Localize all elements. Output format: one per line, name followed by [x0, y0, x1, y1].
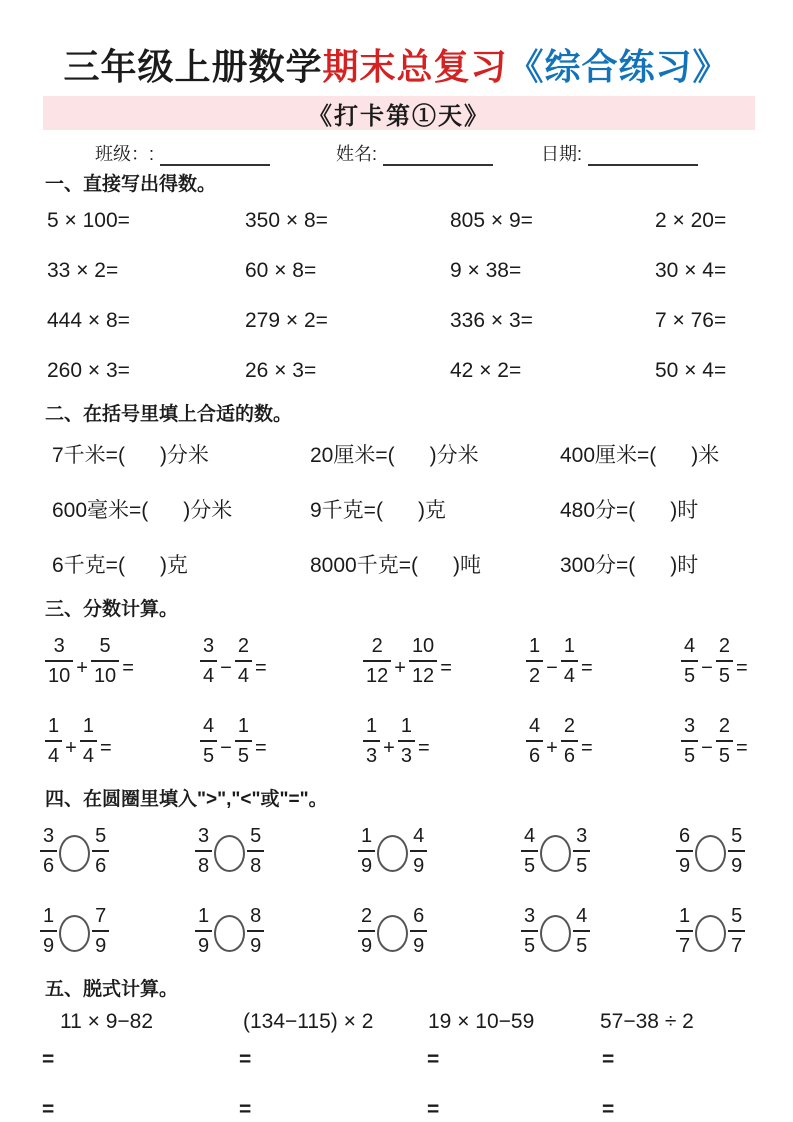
fraction	[80, 716, 97, 766]
unit-conversion-problem: 6千克=( )克	[52, 553, 188, 577]
section4-problems	[40, 811, 793, 971]
denominator: 5	[681, 660, 698, 686]
fraction	[409, 636, 437, 686]
denominator: 5	[573, 930, 590, 956]
math-problem: 444 × 8=	[47, 309, 130, 332]
numerator: 3	[53, 635, 65, 657]
class-label: 班级：:	[95, 144, 155, 164]
fraction	[247, 906, 264, 956]
fraction	[521, 826, 538, 876]
class-blank-line	[160, 145, 270, 166]
unit-conversion-problem: 20厘米=( )分米	[310, 443, 479, 467]
fraction	[716, 716, 733, 766]
fraction-problem	[363, 701, 526, 781]
equals-row	[42, 1099, 793, 1121]
fraction	[358, 826, 375, 876]
numerator: 1	[400, 715, 412, 737]
denominator: 5	[716, 660, 733, 686]
operator: +	[65, 737, 77, 759]
numerator: 2	[718, 715, 730, 737]
numerator: 2	[371, 635, 383, 657]
numerator: 5	[731, 825, 743, 847]
unit-conversion-problem: 7千米=( )分米	[52, 443, 209, 467]
numerator: 7	[95, 905, 107, 927]
numerator: 1	[563, 635, 575, 657]
fraction	[91, 636, 119, 686]
numerator: 1	[366, 715, 378, 737]
unit-conversion-problem: 480分=( )时	[560, 498, 699, 522]
numerator: 5	[731, 905, 743, 927]
equals-sign: =	[254, 657, 267, 679]
equals-sign: =	[42, 1098, 55, 1121]
comparison-circle	[377, 915, 408, 952]
fraction-problem	[200, 701, 363, 781]
numerator: 4	[529, 715, 541, 737]
fraction-problem	[363, 621, 526, 701]
operator: +	[76, 657, 88, 679]
date-blank-line	[588, 145, 698, 166]
equals-sign: =	[427, 1048, 440, 1071]
comparison-circle	[695, 915, 726, 952]
fraction-problem	[200, 621, 363, 701]
fraction	[681, 636, 698, 686]
comparison-problem	[195, 811, 358, 891]
denominator: 4	[200, 660, 217, 686]
title-red: 期末总复习	[322, 46, 508, 87]
date-label: 日期:	[541, 144, 583, 164]
fraction	[398, 716, 415, 766]
denominator: 9	[358, 930, 375, 956]
section5-heading: 五、脱式计算。	[45, 979, 179, 1000]
fraction	[728, 906, 745, 956]
denominator: 9	[676, 850, 693, 876]
math-problem: 42 × 2=	[450, 359, 522, 382]
comparison-circle	[214, 835, 245, 872]
numerator: 2	[563, 715, 575, 737]
numerator: 3	[198, 825, 210, 847]
denominator: 5	[200, 740, 217, 766]
expression: (134−115) × 2	[243, 1010, 374, 1033]
fraction	[40, 906, 57, 956]
fraction-problem	[45, 701, 200, 781]
comparison-circle	[59, 915, 90, 952]
equals-sign: =	[427, 1098, 440, 1121]
math-problem: 9 × 38=	[450, 259, 522, 282]
math-problem: 350 × 8=	[245, 209, 328, 232]
operator: +	[383, 737, 395, 759]
fraction-problem	[681, 701, 793, 781]
numerator: 3	[524, 905, 536, 927]
math-problem: 260 × 3=	[47, 359, 130, 382]
denominator: 3	[398, 740, 415, 766]
equals-sign: =	[417, 737, 430, 759]
page-title	[0, 0, 793, 88]
numerator: 6	[413, 905, 425, 927]
denominator: 5	[521, 930, 538, 956]
equals-sign: =	[735, 657, 748, 679]
student-info-row	[95, 142, 793, 166]
section1-problems	[47, 196, 793, 396]
denominator: 2	[526, 660, 543, 686]
comparison-problem	[40, 891, 195, 971]
numerator: 3	[684, 715, 696, 737]
comparison-circle	[540, 915, 571, 952]
unit-conversion-problem: 9千克=( )克	[310, 498, 446, 522]
comparison-problem	[676, 811, 793, 891]
denominator: 8	[195, 850, 212, 876]
math-problem: 33 × 2=	[47, 259, 119, 282]
name-blank-line	[383, 145, 493, 166]
numerator: 1	[237, 715, 249, 737]
denominator: 6	[40, 850, 57, 876]
fraction	[676, 906, 693, 956]
equals-sign: =	[735, 737, 748, 759]
fraction	[40, 826, 57, 876]
denominator: 9	[728, 850, 745, 876]
operator: −	[220, 657, 232, 679]
fraction	[573, 826, 590, 876]
fraction	[195, 826, 212, 876]
operator: −	[546, 657, 558, 679]
comparison-circle	[214, 915, 245, 952]
denominator: 9	[247, 930, 264, 956]
numerator: 4	[576, 905, 588, 927]
fraction	[410, 906, 427, 956]
fraction	[728, 826, 745, 876]
fraction-problem	[526, 621, 681, 701]
denominator: 6	[526, 740, 543, 766]
section2-problems	[52, 426, 793, 591]
comparison-problem	[358, 811, 521, 891]
unit-conversion-problem: 600毫米=( )分米	[52, 498, 233, 522]
denominator: 5	[716, 740, 733, 766]
numerator: 1	[529, 635, 541, 657]
unit-conversion-problem: 400厘米=( )米	[560, 443, 720, 467]
fraction	[235, 716, 252, 766]
section3-problems	[45, 621, 793, 781]
fraction	[521, 906, 538, 956]
fraction	[92, 826, 109, 876]
math-problem: 5 × 100=	[47, 209, 130, 232]
section3-heading: 三、分数计算。	[45, 599, 179, 620]
math-problem: 26 × 3=	[245, 359, 317, 382]
operator: +	[546, 737, 558, 759]
unit-conversion-problem: 300分=( )时	[560, 553, 699, 577]
equals-row	[42, 1049, 793, 1071]
fraction	[526, 636, 543, 686]
denominator: 7	[728, 930, 745, 956]
expression: 11 × 9−82	[60, 1010, 154, 1033]
numerator: 2	[361, 905, 373, 927]
denominator: 9	[410, 850, 427, 876]
section1-heading: 一、直接写出得数。	[45, 174, 217, 195]
comparison-circle	[377, 835, 408, 872]
title-black: 三年级上册数学	[63, 46, 323, 87]
numerator: 4	[524, 825, 536, 847]
denominator: 9	[358, 850, 375, 876]
fraction	[561, 716, 578, 766]
denominator: 7	[676, 930, 693, 956]
comparison-problem	[521, 811, 676, 891]
equals-sign: =	[580, 737, 593, 759]
denominator: 5	[573, 850, 590, 876]
fraction	[561, 636, 578, 686]
unit-conversion-problem: 8000千克=( )吨	[310, 553, 481, 577]
numerator: 4	[203, 715, 215, 737]
denominator: 3	[363, 740, 380, 766]
comparison-circle	[695, 835, 726, 872]
denominator: 9	[40, 930, 57, 956]
day-banner	[43, 96, 755, 130]
fraction-problem	[681, 621, 793, 701]
denominator: 5	[521, 850, 538, 876]
math-problem: 60 × 8=	[245, 259, 317, 282]
numerator: 3	[43, 825, 55, 847]
fraction	[200, 716, 217, 766]
comparison-circle	[540, 835, 571, 872]
equals-sign: =	[602, 1098, 615, 1121]
math-problem: 805 × 9=	[450, 209, 533, 232]
denominator: 5	[235, 740, 252, 766]
denominator: 4	[561, 660, 578, 686]
numerator: 6	[679, 825, 691, 847]
comparison-problem	[521, 891, 676, 971]
numerator: 1	[82, 715, 94, 737]
denominator: 10	[45, 660, 73, 686]
expression: 19 × 10−59	[428, 1010, 535, 1033]
comparison-problem	[40, 811, 195, 891]
numerator: 2	[237, 635, 249, 657]
denominator: 10	[91, 660, 119, 686]
section2-heading: 二、在括号里填上合适的数。	[45, 404, 293, 425]
equals-sign: =	[239, 1048, 252, 1071]
numerator: 3	[203, 635, 215, 657]
fraction	[358, 906, 375, 956]
denominator: 9	[195, 930, 212, 956]
fraction	[363, 716, 380, 766]
operator: −	[220, 737, 232, 759]
denominator: 9	[410, 930, 427, 956]
denominator: 12	[363, 660, 391, 686]
denominator: 12	[409, 660, 437, 686]
numerator: 1	[679, 905, 691, 927]
math-problem: 50 × 4=	[655, 359, 727, 382]
fraction	[526, 716, 543, 766]
numerator: 2	[718, 635, 730, 657]
equals-sign: =	[122, 657, 134, 679]
fraction-problem	[526, 701, 681, 781]
equals-sign: =	[602, 1048, 615, 1071]
denominator: 6	[561, 740, 578, 766]
fraction-problem	[45, 621, 200, 701]
fraction	[410, 826, 427, 876]
math-problem: 30 × 4=	[655, 259, 727, 282]
fraction	[573, 906, 590, 956]
fraction	[195, 906, 212, 956]
numerator: 8	[250, 905, 262, 927]
numerator: 1	[43, 905, 55, 927]
denominator: 5	[681, 740, 698, 766]
expression: 57−38 ÷ 2	[600, 1010, 694, 1033]
numerator: 4	[413, 825, 425, 847]
denominator: 9	[92, 930, 109, 956]
numerator: 4	[684, 635, 696, 657]
fraction	[681, 716, 698, 766]
equals-sign: =	[42, 1048, 55, 1071]
fraction	[45, 716, 62, 766]
title-blue: 《综合练习》	[507, 46, 730, 87]
denominator: 6	[92, 850, 109, 876]
numerator: 5	[95, 825, 107, 847]
operator: −	[701, 657, 713, 679]
fraction	[92, 906, 109, 956]
fraction	[200, 636, 217, 686]
equals-sign: =	[254, 737, 267, 759]
denominator: 4	[80, 740, 97, 766]
day-banner-text: 《打卡第①天》	[308, 103, 490, 130]
math-problem: 2 × 20=	[655, 209, 727, 232]
comparison-problem	[676, 891, 793, 971]
equals-sign: =	[580, 657, 593, 679]
numerator: 1	[361, 825, 373, 847]
operator: −	[701, 737, 713, 759]
operator: +	[394, 657, 406, 679]
math-problem: 7 × 76=	[655, 309, 727, 332]
math-problem: 279 × 2=	[245, 309, 328, 332]
name-label: 姓名:	[336, 144, 378, 164]
fraction	[716, 636, 733, 686]
math-problem: 336 × 3=	[450, 309, 533, 332]
numerator: 1	[198, 905, 210, 927]
comparison-problem	[195, 891, 358, 971]
comparison-circle	[59, 835, 90, 872]
numerator: 10	[411, 635, 435, 657]
numerator: 1	[48, 715, 60, 737]
section4-heading: 四、在圆圈里填入">","<"或"="。	[45, 789, 328, 810]
numerator: 3	[576, 825, 588, 847]
fraction	[235, 636, 252, 686]
numerator: 5	[250, 825, 262, 847]
denominator: 4	[235, 660, 252, 686]
fraction	[363, 636, 391, 686]
denominator: 4	[45, 740, 62, 766]
equals-sign: =	[440, 657, 452, 679]
fraction	[247, 826, 264, 876]
fraction	[45, 636, 73, 686]
equals-sign: =	[239, 1098, 252, 1121]
numerator: 5	[99, 635, 111, 657]
comparison-problem	[358, 891, 521, 971]
equals-sign: =	[99, 737, 112, 759]
section5-expressions	[60, 1007, 793, 1037]
fraction	[676, 826, 693, 876]
denominator: 8	[247, 850, 264, 876]
